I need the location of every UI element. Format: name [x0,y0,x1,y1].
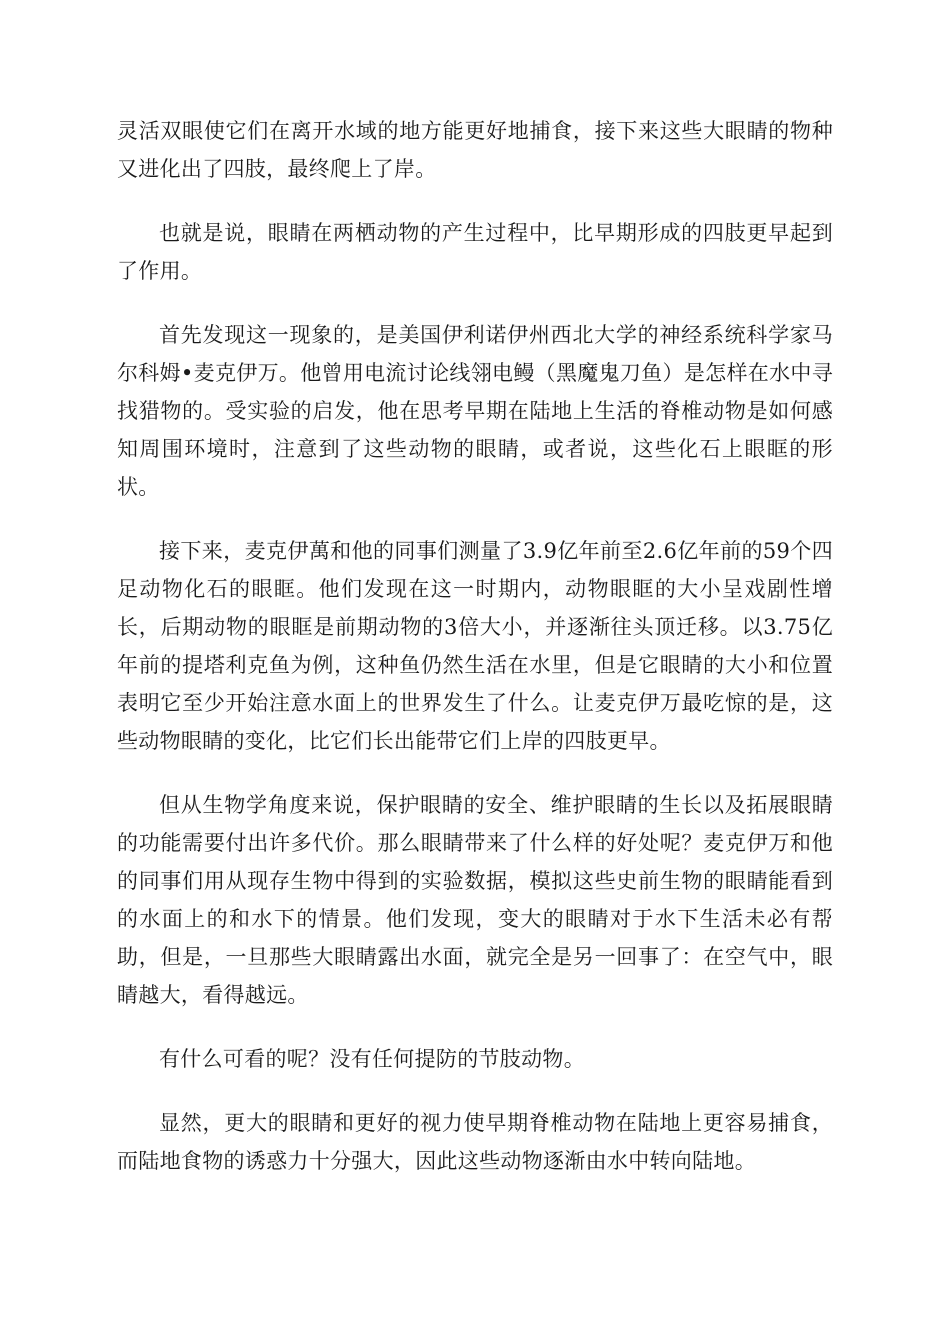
paragraph-6: 有什么可看的呢？没有任何提防的节肢动物。 [159,1047,585,1071]
paragraph-4: 接下来，麦克伊萬和他的同事们测量了3.9亿年前至2.6亿年前的59个四足动物化石的眼眶。他们发现在这一时期内，动物眼眶的大小呈戏剧性增长，后期动物的眼眶是前期动物的3倍大小，并逐渐往头顶迁移。以3.75亿年前的提塔利克鱼为例，这种鱼仍然生活在水里，但是它眼睛的大小和位置表明它至少开始注意水面上的世界发生了什么。让麦克伊万最吃惊的是，这些动物眼睛的变化，比它们长出能带它们上岸的四肢更早。 [117,539,833,753]
article-body [117,112,833,1206]
paragraph-5: 但从生物学角度来说，保护眼睛的安全、维护眼睛的生长以及拓展眼睛的功能需要付出许多代价。那么眼睛带来了什么样的好处呢？麦克伊万和他的同事们用从现存生物中得到的实验数据，模拟这些史前生物的眼睛能看到的水面上的和水下的情景。他们发现，变大的眼睛对于水下生活未必有帮助，但是，一旦那些大眼睛露出水面，就完全是另一回事了：在空气中，眼睛越大，看得越远。 [117,793,833,1007]
paragraph-3: 首先发现这一现象的，是美国伊利诺伊州西北大学的神经系统科学家马尔科姆•麦克伊万。他曾用电流讨论线翎电鳗（黑魔鬼刀鱼）是怎样在水中寻找猎物的。受实验的启发，他在思考早期在陆地上生活的脊椎动物是如何感知周围环境时，注意到了这些动物的眼睛，或者说，这些化石上眼眶的形状。 [117,323,833,499]
paragraph-7: 显然，更大的眼睛和更好的视力使早期脊椎动物在陆地上更容易捕食，而陆地食物的诱惑力十分强大，因此这些动物逐渐由水中转向陆地。 [117,1111,833,1173]
paragraph-1: 灵活双眼使它们在离开水域的地方能更好地捕食，接下来这些大眼睛的物种又进化出了四肢，最终爬上了岸。 [117,119,833,181]
paragraph-2: 也就是说，眼睛在两栖动物的产生过程中，比早期形成的四肢更早起到了作用。 [117,221,833,283]
